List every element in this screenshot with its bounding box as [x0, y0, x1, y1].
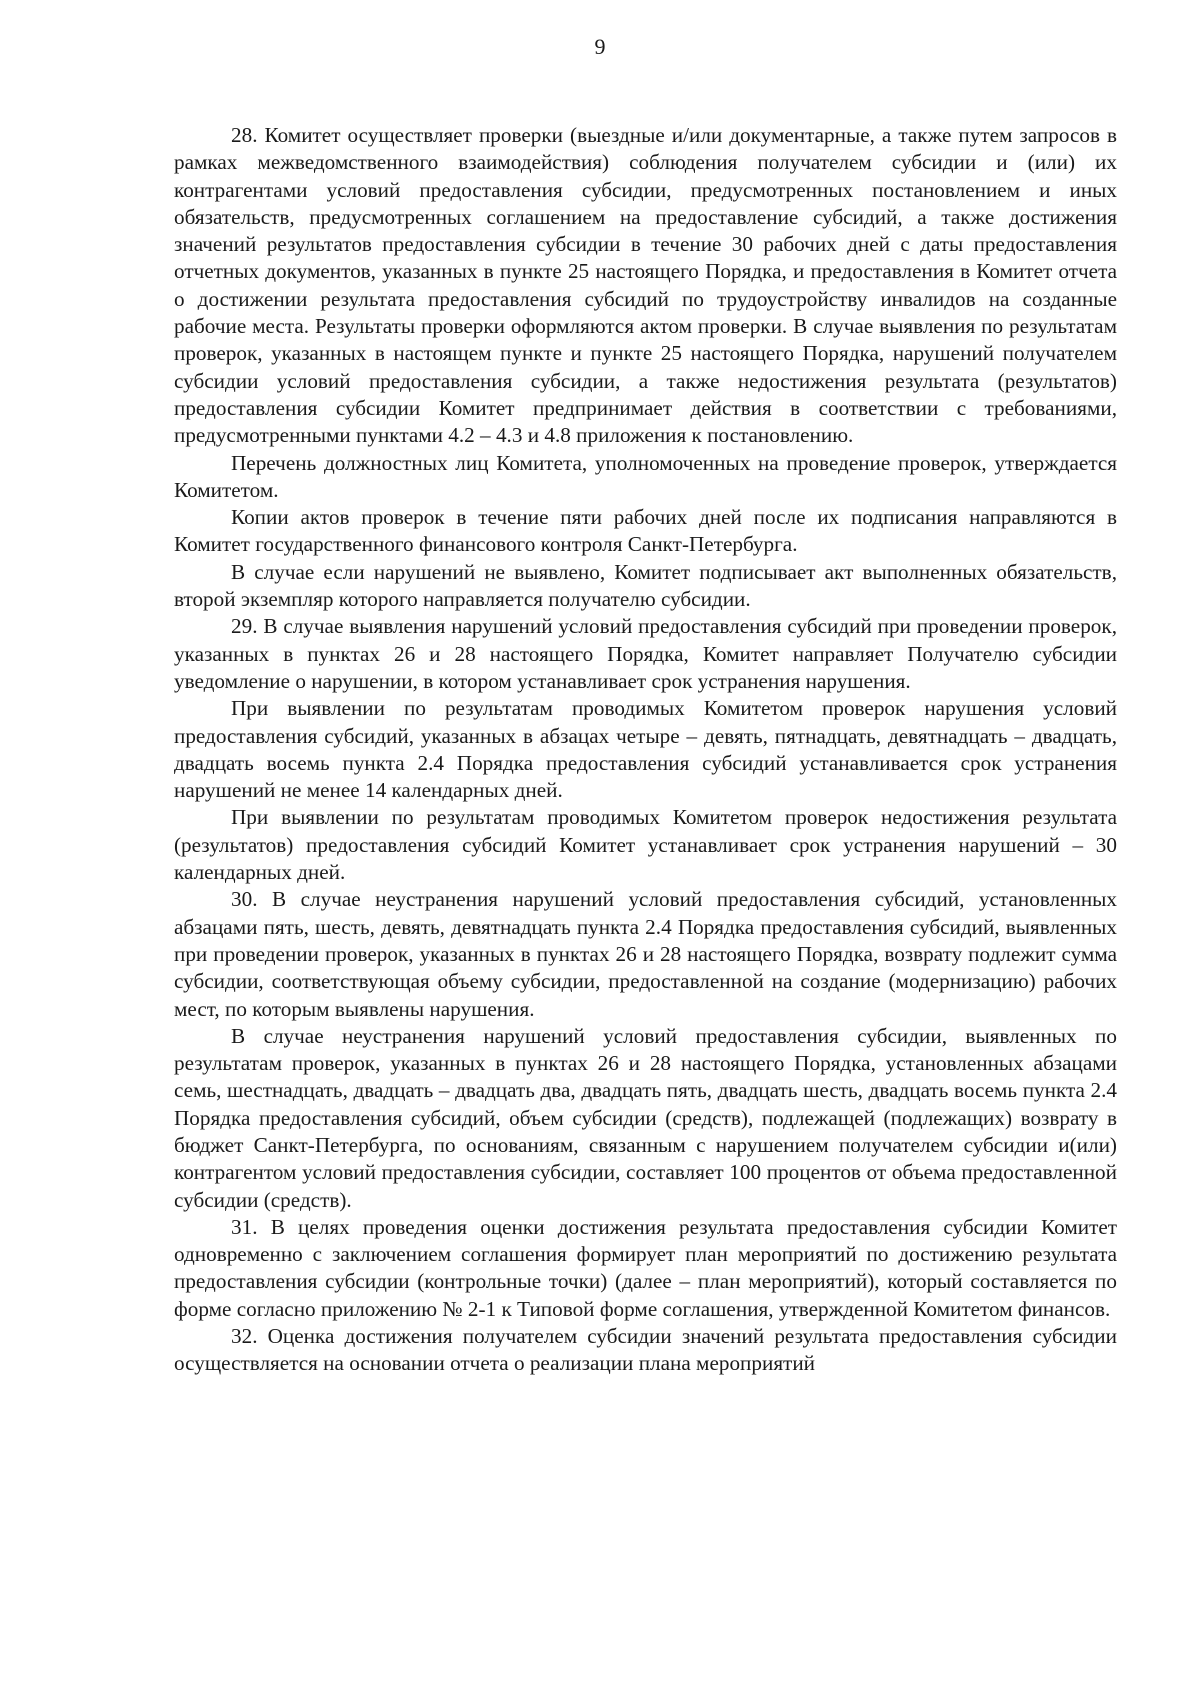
- paragraph-no-violations: В случае если нарушений не выявлено, Комитет подписывает акт выполненных обязательств, второй экземпляр которого направляется получателю субсидии.: [174, 559, 1117, 612]
- document-body: [174, 122, 1117, 1378]
- paragraph-full-refund: В случае неустранения нарушений условий предоставления субсидии, выявленных по результатам проверок, указанных в пунктах 26 и 28 настоящего Порядка, установленных абзацами семь, шестнадцать, двадцать – двадцать два, двадцать пять, двадцать шесть, двадцать восемь пункта 2.4 Порядка предоставления субсидий, объем субсидии (средств), подлежащей (подлежащих) возврату в бюджет Санкт-Петербурга, по основаниям, связанным с нарушением получателем субсидии и(или) контрагентом условий предоставления субсидии, составляет 100 процентов от объема предоставленной субсидии (средств).: [174, 1023, 1117, 1212]
- paragraph-inspection-acts-copies: Копии актов проверок в течение пяти рабочих дней после их подписания направляются в Комитет государственного финансового контроля Санкт-Петербурга.: [174, 505, 1117, 557]
- paragraph-violation-deadline-14-days: При выявлении по результатам проводимых Комитетом проверок нарушения условий предоставления субсидий, указанных в абзацах четыре – девять, пятнадцать, девятнадцать – двадцать, двадцать восемь пункта 2.4 Порядка предоставления субсидий устанавливается срок устранения нарушений не менее 14 календарных дней.: [174, 696, 1117, 803]
- page-number: 9: [594, 34, 606, 59]
- paragraph-authorized-officials: Перечень должностных лиц Комитета, уполномоченных на проведение проверок, утверждается Комитетом.: [174, 450, 1117, 502]
- paragraph-31: 31. В целях проведения оценки достижения результата предоставления субсидии Комитет одновременно с заключением соглашения формирует план мероприятий по достижению результата предоставления субсидии (контрольные точки) (далее – план мероприятий), который составляется по форме согласно приложению № 2-1 к Типовой форме соглашения, утвержденной Комитетом финансов.: [174, 1214, 1117, 1321]
- paragraph-28: 28. Комитет осуществляет проверки (выездные и/или документарные, а также путем запросов в рамках межведомственного взаимодействия) соблюдения получателем субсидии и (или) их контрагентами условий предоставления субсидии, предусмотренных постановлением и иных обязательств, предусмотренных соглашением на предоставление субсидий, а также достижения значений результатов предоставления субсидии в течение 30 рабочих дней с даты предоставления отчетных документов, указанных в пункте 25 настоящего Порядка, и предоставления в Комитет отчета о достижении результата предоставления субсидий по трудоустройству инвалидов на созданные рабочие места. Результаты проверки оформляются актом проверки. В случае выявления по результатам проверок, указанных в настоящем пункте и пункте 25 настоящего Порядка, нарушений получателем субсидии условий предоставления субсидии, а также недостижения результата (результатов) предоставления субсидии Комитет предпринимает действия в соответствии с требованиями, предусмотренными пунктами 4.2 – 4.3 и 4.8 приложения к постановлению.: [174, 123, 1117, 448]
- paragraph-violation-deadline-30-days: При выявлении по результатам проводимых Комитетом проверок недостижения результата (результатов) предоставления субсидий Комитет устанавливает срок устранения нарушений – 30 календарных дней.: [174, 805, 1117, 885]
- paragraph-29: 29. В случае выявления нарушений условий предоставления субсидий при проведении проверок, указанных в пунктах 26 и 28 настоящего Порядка, Комитет направляет Получателю субсидии уведомление о нарушении, в котором устанавливает срок устранения нарушения.: [174, 614, 1117, 693]
- paragraph-32: 32. Оценка достижения получателем субсидии значений результата предоставления субсидии осуществляется на основании отчета о реализации плана мероприятий: [174, 1324, 1117, 1376]
- paragraph-30: 30. В случае неустранения нарушений условий предоставления субсидий, установленных абзацами пять, шесть, девять, девятнадцать пункта 2.4 Порядка предоставления субсидий, выявленных при проведении проверок, указанных в пунктах 26 и 28 настоящего Порядка, возврату подлежит сумма субсидии, соответствующая объему субсидии, предоставленной на создание (модернизацию) рабочих мест, по которым выявлены нарушения.: [174, 887, 1117, 1021]
